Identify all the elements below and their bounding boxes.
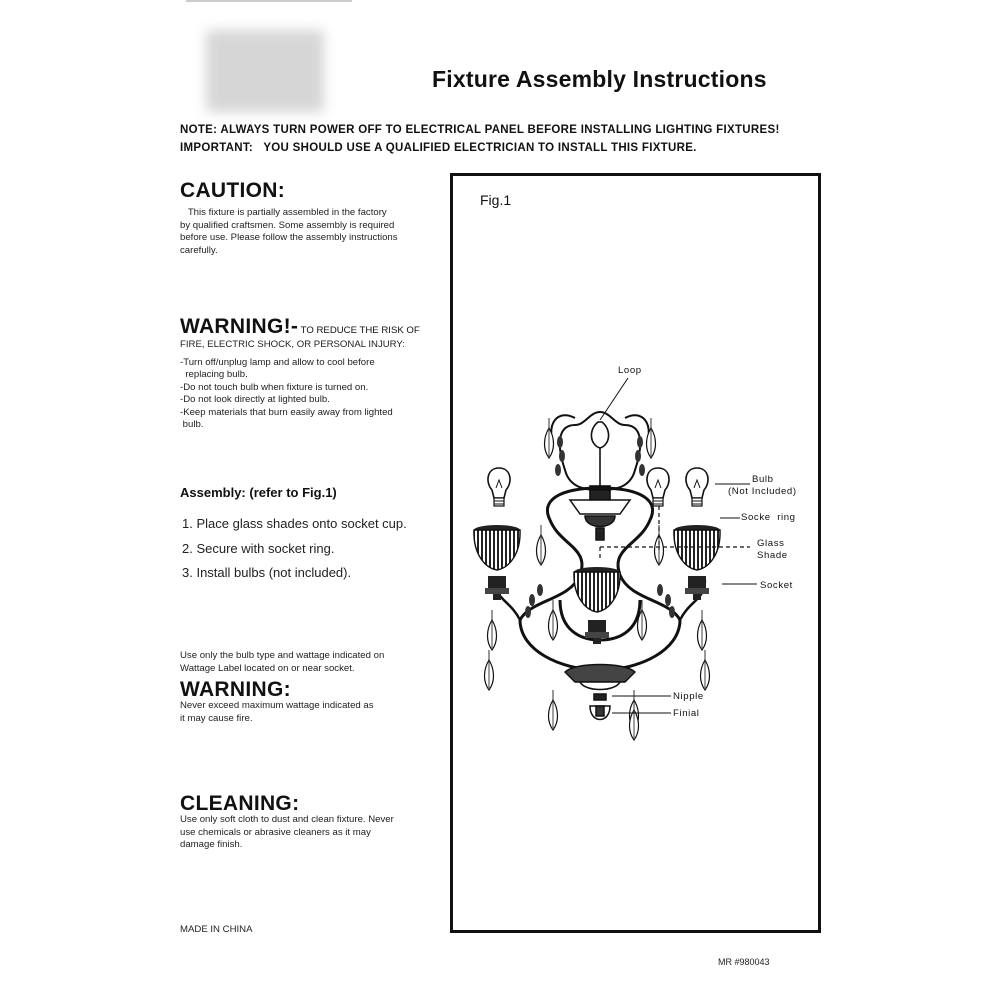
made-in-label: MADE IN CHINA bbox=[180, 924, 253, 935]
assembly-heading: Assembly: (refer to Fig.1) bbox=[180, 485, 337, 500]
warning-inline-text: TO REDUCE THE RISK OF bbox=[298, 325, 420, 336]
electrician-note: IMPORTANT: YOU SHOULD USE A QUALIFIED ELECTRICIAN TO INSTALL THIS FIXTURE. bbox=[180, 142, 697, 154]
assembly-step: 2. Secure with socket ring. bbox=[182, 540, 335, 556]
assembly-step: 1. Place glass shades onto socket cup. bbox=[182, 516, 407, 531]
callout-bulb-note: (Not Included) bbox=[728, 486, 797, 497]
warning-text: FIRE, ELECTRIC SHOCK, OR PERSONAL INJURY: -Turn off/unplug lamp and allow to cool before replacing bulb. -Do not touch bulb when fixture is turned on. -Do not look directly at lighted bulb. -Keep materials that burn easily away from lighted bulb. bbox=[180, 339, 405, 430]
callout-glass: Glass bbox=[757, 538, 785, 549]
wattage-text: Use only the bulb type and wattage indicated on Wattage Label located on or near socket. bbox=[180, 650, 385, 674]
callout-socket-ring: Socke ring bbox=[741, 512, 796, 523]
callout-socket: Socket bbox=[760, 580, 793, 591]
callout-finial: Finial bbox=[673, 708, 700, 719]
assembly-step: 3. Install bulbs (not included). bbox=[182, 565, 352, 580]
cleaning-heading: CLEANING: bbox=[180, 792, 300, 815]
left-light bbox=[474, 468, 520, 600]
callout-bulb: Bulb bbox=[752, 474, 774, 485]
caution-text: This fixture is partially assembled in the factory by qualified craftsmen. Some assembly is required before use. Please follow the assembly instructions carefully. bbox=[180, 207, 398, 256]
caution-heading: CAUTION: bbox=[180, 179, 286, 202]
model-number: MR #980043 bbox=[718, 957, 770, 967]
wattage-warning-text: Never exceed maximum wattage indicated as it may cause fire. bbox=[180, 700, 374, 724]
power-off-note: NOTE: ALWAYS TURN POWER OFF TO ELECTRICAL PANEL BEFORE INSTALLING LIGHTING FIXTURES! bbox=[180, 124, 780, 136]
page-title: Fixture Assembly Instructions bbox=[432, 66, 767, 92]
callout-shade: Shade bbox=[757, 550, 788, 561]
center-light bbox=[574, 567, 620, 644]
wattage-warning-heading: WARNING: bbox=[180, 678, 291, 701]
callout-nipple: Nipple bbox=[673, 691, 704, 702]
figure-label: Fig.1 bbox=[480, 192, 512, 208]
right-light bbox=[674, 468, 720, 600]
cleaning-text: Use only soft cloth to dust and clean fixture. Never use chemicals or abrasive cleaners as it may damage finish. bbox=[180, 814, 394, 850]
warning-heading: WARNING!- bbox=[180, 315, 299, 338]
callout-loop: Loop bbox=[618, 365, 642, 376]
